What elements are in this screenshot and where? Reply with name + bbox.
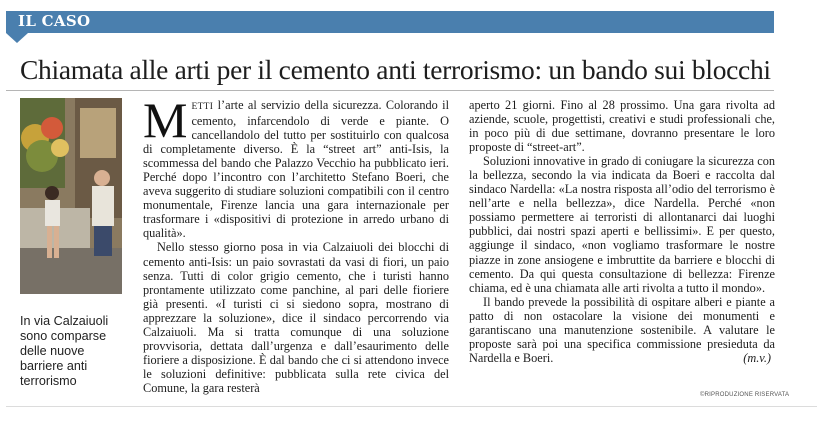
banner-tab-pointer <box>6 33 28 43</box>
drop-cap: M <box>143 92 188 148</box>
article-paragraph-2: Nello stesso giorno posa in via Calzaiuoli dei blocchi di cemento anti-Isis: un paio sovrastati da vasi di fiori, un paio senza. Tutti di color grigio cemento, che i turisti hanno prontamente utilizzato come panchine, al pari delle fioriere già presenti. «I turisti ci si siedono sopra, mostrano di apprezzare la soluzione», dice il sindaco percorrendo via Calzaiuoli. Ma si tratta comunque di una soluzione provvisoria, dettata dall’urgenza e dall’esaurimento delle fioriere a disposizione. È dal bando che ci si attendono invece le soluzioni definitive: pubblicata sulla rete civica del Comune, la gara resterà <box>143 240 449 395</box>
paragraph-4-text: Il bando prevede la possibilità di ospitare alberi e piante a patto di non ostacolare la visione dei monumenti e garantiscano una manutenzione sostenibile. A valutare le proposte sarà poi una specifica commissione presieduta da Nardella e Boeri. <box>469 294 775 365</box>
article-paragraph-1 <box>143 92 449 241</box>
article-column-1 <box>143 92 449 395</box>
page-bottom-divider <box>6 406 817 407</box>
article-photo <box>20 98 122 294</box>
headline-divider <box>6 90 774 91</box>
article-paragraph-4 <box>469 295 775 365</box>
article-paragraph-3: Soluzioni innovative in grado di coniugare la sicurezza con la bellezza, secondo la via indicata da Boeri e raccolta dal sindaco Nardella: «La nostra risposta all’odio del terrorismo è nell’arte e nella bellezza», dice Nardella. Perché «non possiamo permettere ai terroristi di allontanarci dai luoghi pubblici, dai nostri spazi aperti e bellissimi». E per questo, aggiunge il sindaco, «non vogliamo trasformare le nostre piazze in zone ansiogene e imbruttite da barriere e blocchi di cemento. Da qui questa consultazione di bellezza: Firenze chiama, ed è una chiamata alle arti rivolta a tutto il mondo». <box>469 154 775 295</box>
section-banner <box>6 11 774 33</box>
article-column-2 <box>469 98 775 365</box>
paragraph-1-text: l’arte al servizio della sicurezza. Colorando il cemento, infarcendolo di verde e piante. O cancellandolo del tutto per sostituirlo con qualcosa di completamente diverso. È la “street art” anti-Isis, la scommessa del bando che Palazzo Vecchio ha pubblicato ieri. Perché dopo l’incontro con l’architetto Stefano Boeri, che aveva suggerito di studiare soluzioni compatibili con il centro monumentale, Firenze lancia una gara internazionale per trasformare i «dispositivi di protezione in arredo urbano di qualità». <box>143 98 449 241</box>
lead-small-caps: ETTI <box>191 102 214 112</box>
article-paragraph-2-continued: aperto 21 giorni. Fino al 28 prossimo. Una gara rivolta ad aziende, scuole, progettisti, creativi e studi professionali che, in poco più di due settimane, dovranno presentare le loro proposte di “street-art”. <box>469 98 775 155</box>
street-photo-icon <box>20 98 122 294</box>
headline: Chiamata alle arti per il cemento anti terrorismo: un bando sui blocchi <box>20 54 771 85</box>
section-kicker: IL CASO <box>18 12 91 30</box>
copyright-notice: ©RIPRODUZIONE RISERVATA <box>700 392 790 398</box>
photo-caption: In via Calzaiuoli sono comparse delle nuove barriere anti terrorismo <box>20 314 109 388</box>
author-signature: (m.v.) <box>743 350 771 365</box>
